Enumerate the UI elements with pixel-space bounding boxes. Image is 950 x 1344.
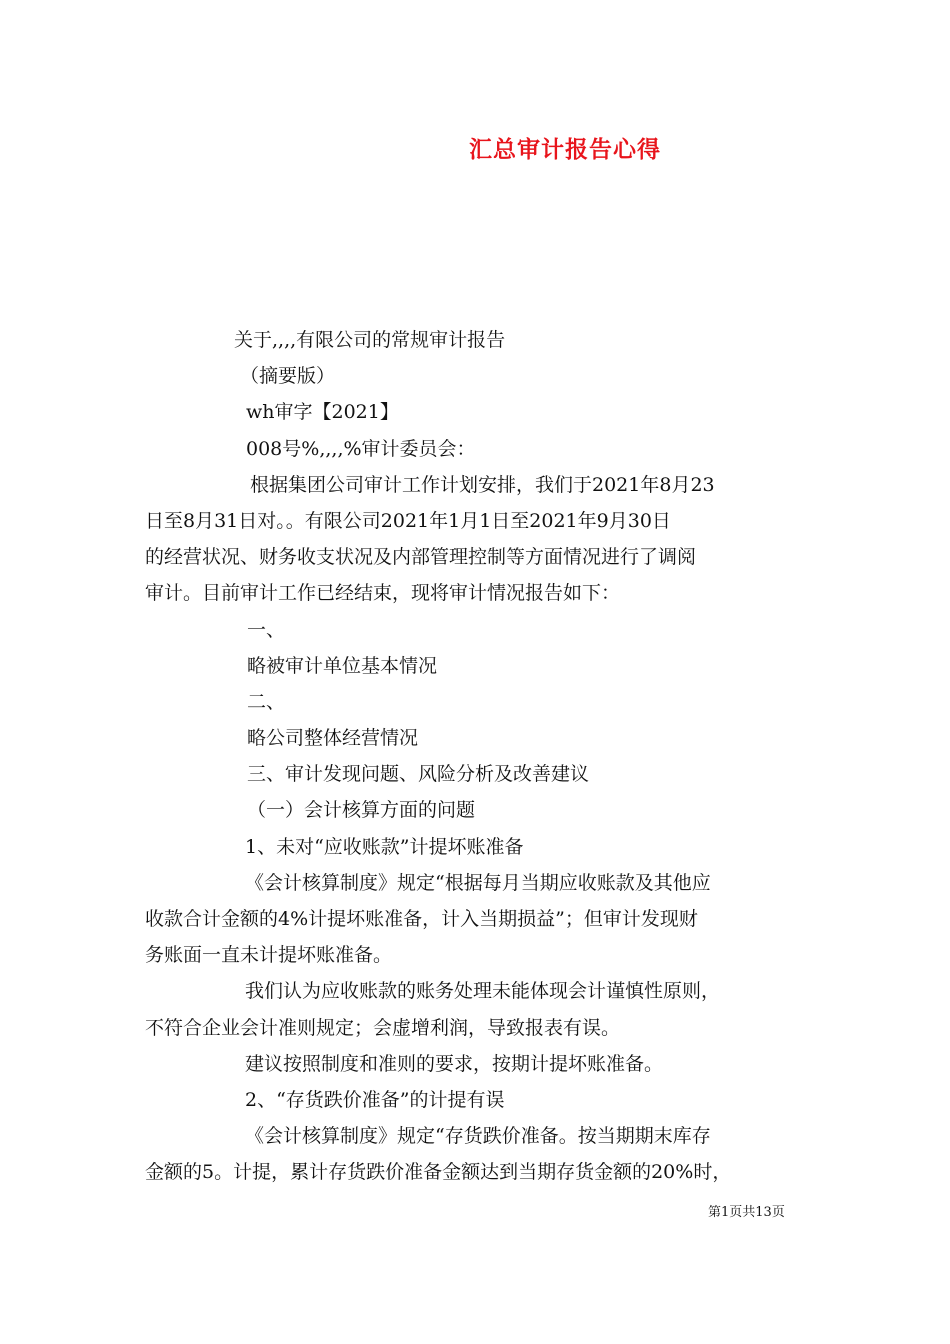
paragraph-intro-line: 根据集团公司审计工作计划安排，我们于2021年8月23 <box>250 473 715 496</box>
paragraph-item-one-opinion: 我们认为应收账款的账务处理未能体现会计谨慎性原则， <box>245 980 721 1003</box>
paragraph-item-two-text: 《会计核算制度》规定“存货跌价准备。按当期期末库存 <box>245 1125 711 1148</box>
paragraph-item-one-text: 收款合计金额的4%计提坏账准备，计入当期损益”；但审计发现财 <box>145 908 698 930</box>
section-two-heading: 略公司整体经营情况 <box>247 727 419 750</box>
paragraph-item-one-opinion: 不符合企业会计准则规定；会虚增利润，导致报表有误。 <box>145 1016 621 1039</box>
subsection-accounting-heading: （一）会计核算方面的问题 <box>247 799 476 822</box>
document-title: 汇总审计报告心得 <box>469 136 661 163</box>
item-one-heading: 1、未对“应收账款”计提坏账准备 <box>245 835 524 858</box>
section-number-one: 一、 <box>247 618 286 641</box>
paragraph-intro-line: 审计。目前审计工作已经结束，现将审计情况报告如下： <box>145 582 621 605</box>
document-body <box>145 322 810 1191</box>
section-number-two: 二、 <box>247 690 286 713</box>
page-footer: 第1页共13页 <box>708 1205 785 1220</box>
item-two-heading: 2、“存货跌价准备”的计提有误 <box>245 1088 505 1111</box>
paragraph-item-one-text: 务账面一直未计提坏账准备。 <box>145 944 393 967</box>
paragraph-report-heading: 关于,,,,有限公司的常规审计报告 <box>234 329 506 351</box>
paragraph-reference-number: wh审字【2021】 <box>246 401 399 424</box>
paragraph-summary-edition: （摘要版） <box>240 365 336 388</box>
paragraph-item-two-text: 金额的5。计提，累计存货跌价准备金额达到当期存货金额的20%时， <box>145 1161 732 1184</box>
paragraph-intro-line: 的经营状况、财务收支状况及内部管理控制等方面情况进行了调阅 <box>145 546 697 569</box>
paragraph-intro-line: 日至8月31日对。。有限公司2021年1月1日至2021年9月30日 <box>145 509 671 532</box>
section-three-heading: 三、审计发现问题、风险分析及改善建议 <box>247 763 590 786</box>
paragraph-item-one-text: 《会计核算制度》规定“根据每月当期应收账款及其他应 <box>245 871 711 894</box>
section-one-heading: 略被审计单位基本情况 <box>247 654 438 677</box>
paragraph-addressee: 008号%,,,,%审计委员会： <box>246 437 476 460</box>
paragraph-item-one-suggestion: 建议按照制度和准则的要求，按期计提坏账准备。 <box>245 1052 664 1075</box>
